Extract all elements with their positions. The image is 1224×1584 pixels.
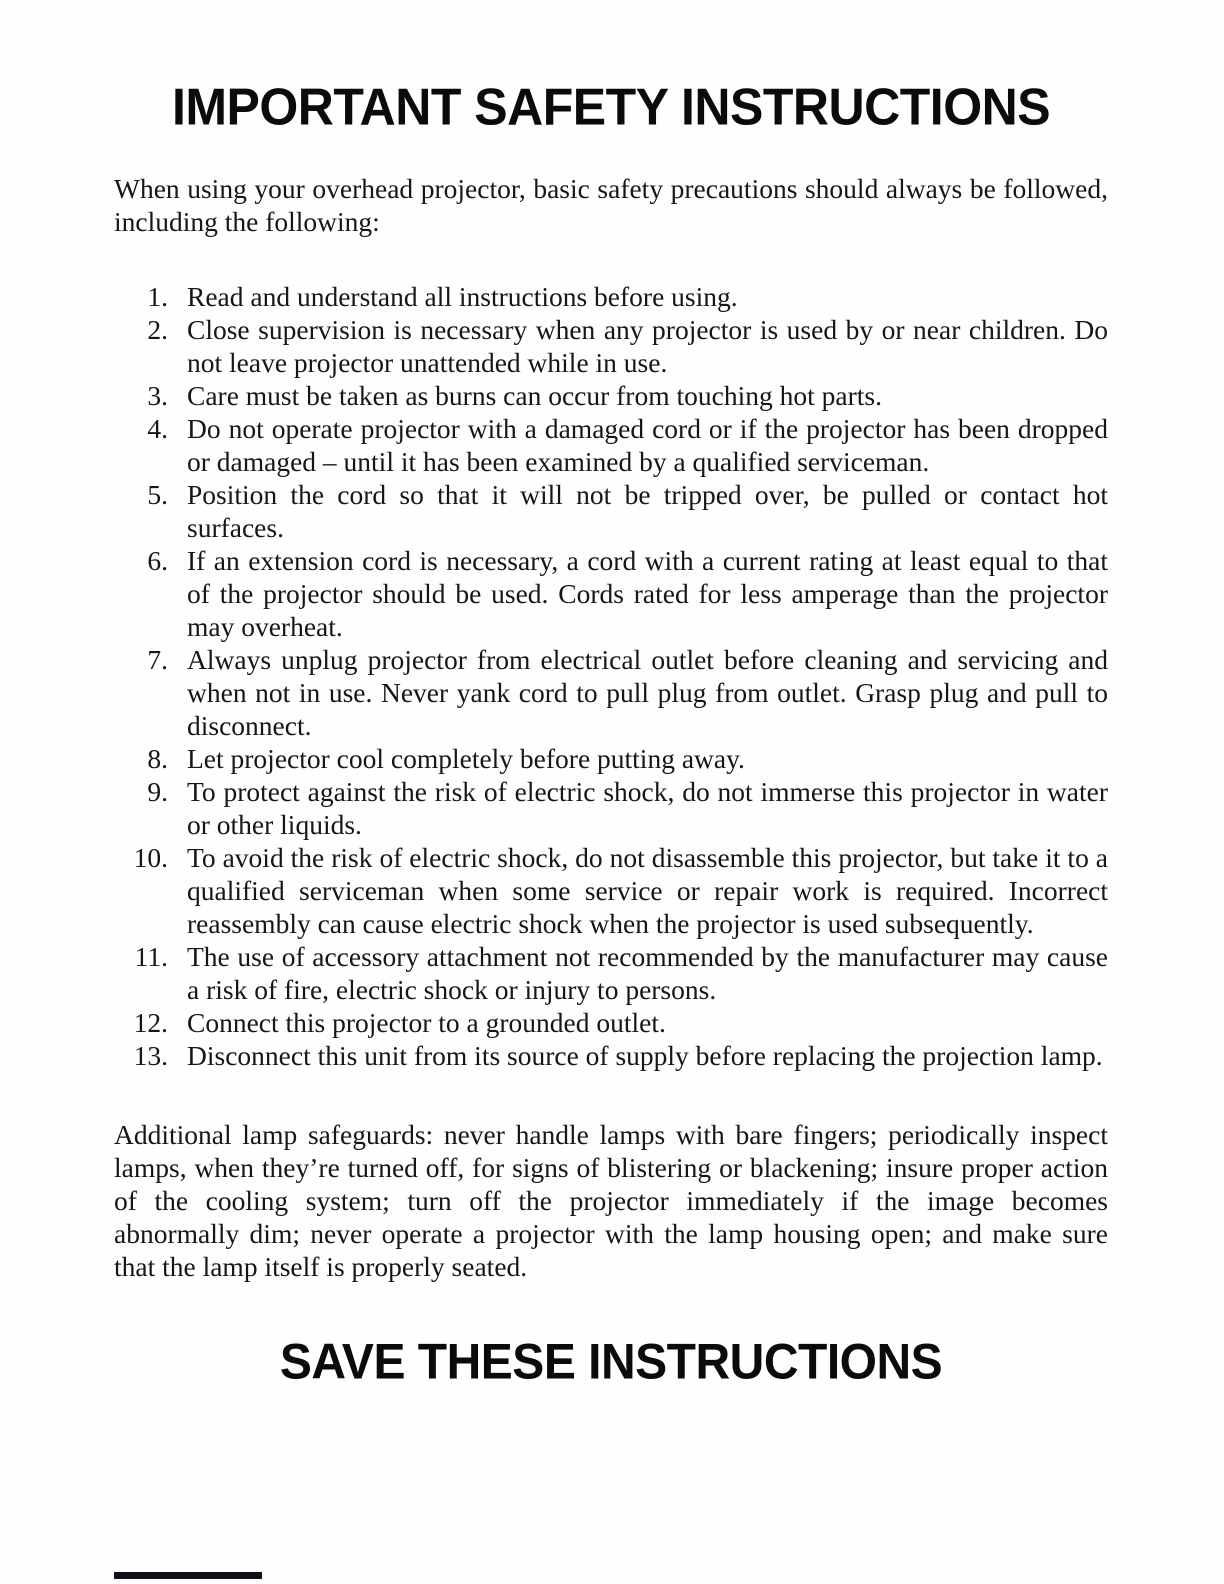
list-item (114, 379, 1108, 412)
list-item (114, 940, 1108, 1006)
instruction-list (114, 280, 1108, 1072)
item-number: 12. (133, 1007, 168, 1038)
bottom-rule (114, 1572, 262, 1579)
item-number: 2. (147, 314, 168, 345)
item-text: To protect against the risk of electric shock, do not immerse this projector in water or other liquids. (187, 776, 1108, 840)
item-text: If an extension cord is necessary, a cord with a current rating at least equal to that of the projector should be used. Cords rated for less amperage than the projector may overheat. (187, 545, 1108, 642)
item-number: 3. (147, 380, 168, 411)
item-text: Disconnect this unit from its source of supply before replacing the projection lamp. (187, 1040, 1103, 1071)
item-text: Always unplug projector from electrical outlet before cleaning and servicing and when not in use. Never yank cord to pull plug from outlet. Grasp plug and pull to disconnect. (187, 644, 1108, 741)
list-item (114, 643, 1108, 742)
item-number: 7. (147, 644, 168, 675)
item-text: Read and understand all instructions before using. (187, 281, 738, 312)
list-item (114, 313, 1108, 379)
list-item (114, 280, 1108, 313)
item-text: Connect this projector to a grounded outlet. (187, 1007, 666, 1038)
item-text: Care must be taken as burns can occur from touching hot parts. (187, 380, 882, 411)
item-number: 8. (147, 743, 168, 774)
list-item (114, 742, 1108, 775)
footer-title: SAVE THESE INSTRUCTIONS (279, 1334, 943, 1391)
list-item (114, 1006, 1108, 1039)
list-item (114, 841, 1108, 940)
item-number: 13. (133, 1040, 168, 1071)
item-number: 6. (147, 545, 168, 576)
item-number: 9. (147, 776, 168, 807)
item-text: Position the cord so that it will not be tripped over, be pulled or contact hot surfaces. (187, 479, 1108, 543)
item-number: 10. (133, 842, 168, 873)
item-number: 5. (147, 479, 168, 510)
additional-paragraph: Additional lamp safeguards: never handle lamps with bare fingers; periodically inspect lamps, when they’re turned off, for signs of blistering or blackening; insure proper action of the cooling system; turn off the projector immediately if the image becomes abnormally dim; never operate a projector with the lamp housing open; and make sure that the lamp itself is properly seated. (114, 1119, 1108, 1282)
item-text: The use of accessory attachment not recommended by the manufacturer may cause a risk of fire, electric shock or injury to persons. (187, 941, 1108, 1005)
item-text: Do not operate projector with a damaged cord or if the projector has been dropped or damaged – until it has been examined by a qualified serviceman. (187, 413, 1108, 477)
list-item (114, 544, 1108, 643)
item-number: 1. (147, 281, 168, 312)
list-item (114, 775, 1108, 841)
intro-paragraph: When using your overhead projector, basic safety precautions should always be followed, including the following: (114, 173, 1108, 237)
item-text: Close supervision is necessary when any projector is used by or near children. Do not leave projector unattended while in use. (187, 314, 1108, 378)
page-title: IMPORTANT SAFETY INSTRUCTIONS (171, 77, 1051, 137)
item-number: 11. (134, 941, 168, 972)
item-text: Let projector cool completely before putting away. (187, 743, 745, 774)
list-item (114, 412, 1108, 478)
list-item (114, 1039, 1108, 1072)
item-text: To avoid the risk of electric shock, do not disassemble this projector, but take it to a qualified serviceman when some service or repair work is required. Incorrect reassembly can cause electric shock when the projector is used subsequently. (187, 842, 1108, 939)
item-number: 4. (147, 413, 168, 444)
list-item (114, 478, 1108, 544)
